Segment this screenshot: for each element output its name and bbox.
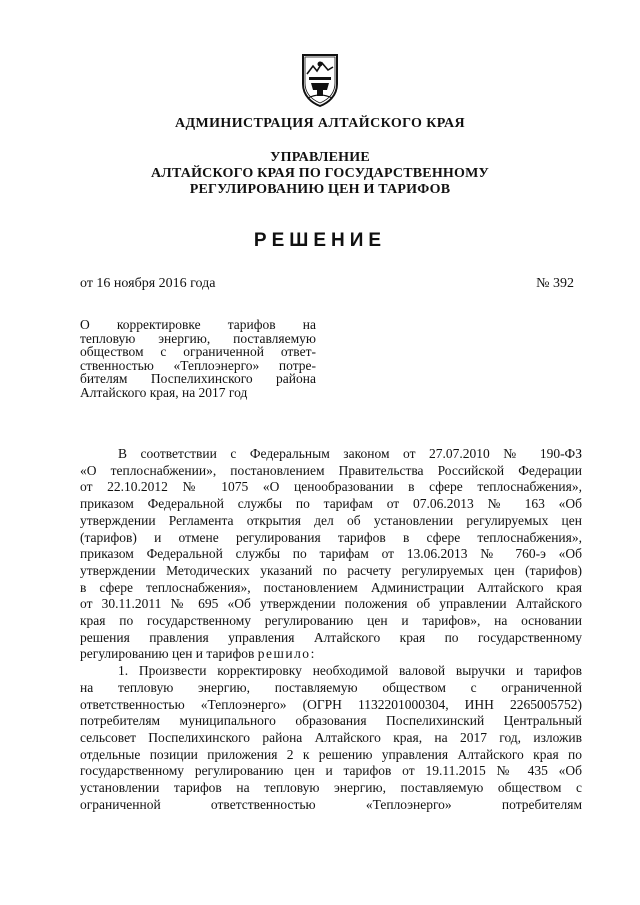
item-line: ответственностью «Теплоэнерго» (ОГРН 1132201000304, ИНН 2265005752) <box>80 696 582 712</box>
document-number: № 392 <box>536 276 574 291</box>
body-line-text: регулированию цен и тарифов <box>80 646 258 662</box>
item-line: 1. Произвести корректировку необходимой валовой выручки и тарифов <box>118 663 582 679</box>
document-title: РЕШЕНИЕ <box>253 230 387 251</box>
document-body <box>80 446 582 813</box>
administration-name: АДМИНИСТРАЦИЯ АЛТАЙСКОГО КРАЯ <box>174 116 465 131</box>
item-line: ограниченной ответственностью «Теплоэнерго» потребителям <box>80 796 582 812</box>
body-line-decision <box>80 646 582 663</box>
document-date: от 16 ноября 2016 года <box>80 276 216 291</box>
department-line: АЛТАЙСКОГО КРАЯ ПО ГОСУДАРСТВЕННОМУ <box>151 166 489 181</box>
department-name <box>0 150 640 198</box>
body-line: (тарифов) и отмене регулирования тарифов в сфере теплоснабжения», <box>80 529 582 545</box>
item-line: установлении тарифов на тепловую энергию, поставляемую обществом с <box>80 780 582 796</box>
subject-line: бителям Поспелихинского района <box>80 371 316 386</box>
department-line: РЕГУЛИРОВАНИЮ ЦЕН И ТАРИФОВ <box>189 182 451 197</box>
coat-of-arms-emblem <box>300 52 340 108</box>
item-line: отдельные позиции приложения 2 к решению управления Алтайского края по <box>80 746 582 762</box>
body-line: утверждении Регламента открытия дел об установлении регулируемых цен <box>80 512 582 528</box>
subject-line: обществом с ограниченной ответ- <box>80 344 316 359</box>
subject-line: ственностью «Теплоэнерго» потре- <box>80 357 316 373</box>
body-line: В соответствии с Федеральным законом от 27.07.2010 № 190-ФЗ <box>118 446 582 461</box>
subject-line: тепловую энергию, поставляемую <box>80 330 316 346</box>
body-line: приказом Федеральной службы по тарифам от 07.06.2013 № 163 «Об <box>80 496 582 512</box>
item-line: государственному регулированию цен и тарифов от 19.11.2015 № 435 «Об <box>80 763 582 779</box>
department-line: УПРАВЛЕНИЕ <box>270 150 370 165</box>
body-line: в сфере теплоснабжения», постановлением Администрации Алтайского края <box>80 579 582 595</box>
body-line: утверждении Методических указаний по расчету регулируемых цен (тарифов) <box>80 562 582 578</box>
item-line: потребителям муниципального образования Поспелихинский Центральный <box>80 713 582 729</box>
body-line: «О теплоснабжении», постановлением Правительства Российской Федерации <box>80 462 582 478</box>
document-subject <box>80 318 316 399</box>
body-line: от 22.10.2012 № 1075 «О ценообразовании в сфере теплоснабжения», <box>80 479 582 495</box>
decided-colon: : <box>310 646 315 662</box>
body-line: приказом Федеральной службы по тарифам от 13.06.2013 № 760-э «Об <box>80 546 582 562</box>
item-line: на тепловую энергию, поставляемую обществом с ограниченной <box>80 679 582 695</box>
body-line: от 30.11.2011 № 695 «Об утверждении положения об управлении Алтайского <box>80 596 582 612</box>
subject-line: О корректировке тарифов на <box>80 317 316 332</box>
subject-line: Алтайского края, на 2017 год <box>80 384 248 400</box>
item-line: сельсовет Поспелихинского района Алтайского края, на 2017 год, изложив <box>80 729 582 745</box>
decided-word: решило <box>257 646 311 662</box>
body-line: решения правления управления Алтайского края по государственному <box>80 629 582 645</box>
body-line: края по государственному регулированию цен и тарифов», на основании <box>80 613 582 629</box>
